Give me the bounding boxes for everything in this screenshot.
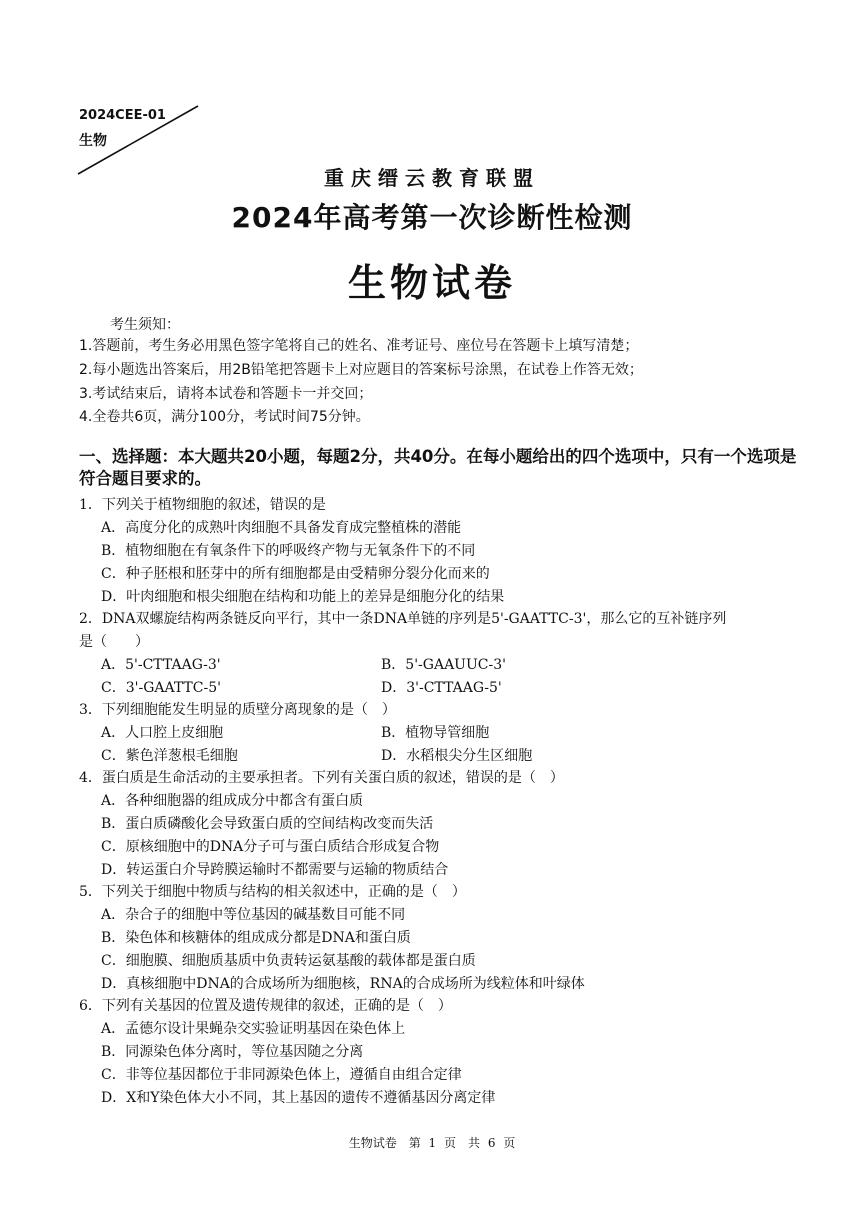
option-1a: A．高度分化的成熟叶肉细胞不具备发育成完整植株的潜能 bbox=[101, 520, 462, 536]
option-2c: C．3'-GAATTC-5' bbox=[101, 680, 221, 696]
exam-code: 2024CEE-01 bbox=[79, 108, 166, 123]
notice-item: 3.考试结束后，请将本试卷和答题卡一并交回； bbox=[79, 386, 373, 402]
question-stem-5: 5．下列关于细胞中物质与结构的相关叙述中，正确的是（ ） bbox=[79, 884, 466, 900]
question-stem-4: 4．蛋白质是生命活动的主要承担者。下列有关蛋白质的叙述，错误的是（ ） bbox=[79, 770, 564, 786]
option-4c: C．原核细胞中的DNA分子可与蛋白质结合形成复合物 bbox=[101, 839, 440, 855]
paper-title: 生物试卷 bbox=[347, 261, 516, 305]
question-stem-1: 1．下列关于植物细胞的叙述，错误的是 bbox=[79, 497, 326, 513]
question-stem-3: 3．下列细胞能发生明显的质壁分离现象的是（ ） bbox=[79, 702, 396, 718]
option-4a: A．各种细胞器的组成成分中都含有蛋白质 bbox=[101, 793, 364, 809]
question-stem-2: 2．DNA双螺旋结构两条链反向平行，其中一条DNA单链的序列是5'-GAATTC-3'，那么它的互补链序列 bbox=[79, 611, 727, 627]
notice-item: 2.每小题选出答案后，用2B铅笔把答题卡上对应题目的答案标号涂黑，在试卷上作答无效； bbox=[79, 362, 643, 378]
option-6c: C．非等位基因都位于非同源染色体上，遵循自由组合定律 bbox=[101, 1067, 462, 1083]
notice-item: 1.答题前，考生务必用黑色签字笔将自己的姓名、准考证号、座位号在答题卡上填写清楚； bbox=[79, 338, 639, 354]
option-2b: B．5'-GAAUUC-3' bbox=[381, 657, 506, 673]
option-1d: D．叶肉细胞和根尖细胞在结构和功能上的差异是细胞分化的结果 bbox=[101, 589, 505, 605]
notice-title: 考生须知： bbox=[110, 317, 180, 333]
option-6a: A．孟德尔设计果蝇杂交实验证明基因在染色体上 bbox=[101, 1021, 406, 1037]
subject-label: 生物 bbox=[79, 133, 107, 149]
question-stem-2-cont: 是（ ） bbox=[79, 634, 149, 650]
section-heading: 一、选择题：本大题共20小题，每题2分，共40分。在每小题给出的四个选项中，只有一个选项是符合题目要求的。 bbox=[79, 447, 797, 488]
option-2a: A．5'-CTTAAG-3' bbox=[101, 657, 221, 673]
question-stem-6: 6．下列有关基因的位置及遗传规律的叙述，正确的是（ ） bbox=[79, 998, 452, 1014]
option-5c: C．细胞膜、细胞质基质中负责转运氨基酸的载体都是蛋白质 bbox=[101, 953, 476, 969]
option-3d: D．水稻根尖分生区细胞 bbox=[381, 748, 533, 764]
page-footer: 生物试卷 第 1 页 共 6 页 bbox=[348, 1136, 516, 1150]
organization-title: 重庆缙云教育联盟 bbox=[324, 166, 540, 190]
option-4d: D．转运蛋白介导跨膜运输时不都需要与运输的物质结合 bbox=[101, 862, 449, 878]
option-3a: A．人口腔上皮细胞 bbox=[101, 725, 224, 741]
option-3b: B．植物导管细胞 bbox=[381, 725, 490, 741]
exam-title: 2024年高考第一次诊断性检测 bbox=[231, 201, 633, 234]
option-6b: B．同源染色体分离时，等位基因随之分离 bbox=[101, 1044, 364, 1060]
option-5a: A．杂合子的细胞中等位基因的碱基数目可能不同 bbox=[101, 907, 406, 923]
option-5b: B．染色体和核糖体的组成成分都是DNA和蛋白质 bbox=[101, 930, 411, 946]
option-1c: C．种子胚根和胚芽中的所有细胞都是由受精卵分裂分化而来的 bbox=[101, 566, 490, 582]
option-6d: D．X和Y染色体大小不同，其上基因的遗传不遵循基因分离定律 bbox=[101, 1090, 496, 1106]
option-2d: D．3'-CTTAAG-5' bbox=[381, 680, 502, 696]
notice-item: 4.全卷共6页，满分100分，考试时间75分钟。 bbox=[79, 409, 370, 425]
option-5d: D．真核细胞中DNA的合成场所为细胞核，RNA的合成场所为线粒体和叶绿体 bbox=[101, 976, 585, 992]
option-4b: B．蛋白质磷酸化会导致蛋白质的空间结构改变而失活 bbox=[101, 816, 434, 832]
option-1b: B．植物细胞在有氧条件下的呼吸终产物与无氧条件下的不同 bbox=[101, 543, 476, 559]
option-3c: C．紫色洋葱根毛细胞 bbox=[101, 748, 238, 764]
